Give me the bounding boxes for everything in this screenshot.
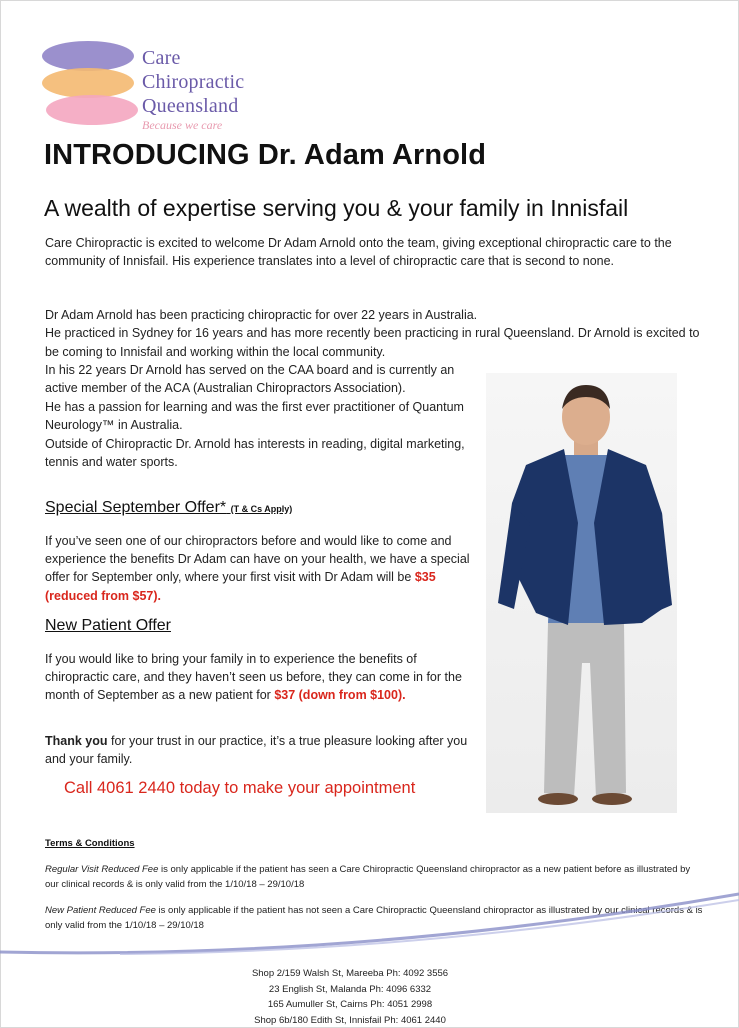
thanks-text: for your trust in our practice, it’s a true pleasure looking after you and your family. [45, 734, 468, 767]
logo-line-care: Care [142, 47, 181, 69]
logo-ellipses-icon [42, 38, 142, 138]
page-title: INTRODUCING Dr. Adam Arnold [44, 139, 487, 171]
bio-line-3: In his 22 years Dr Arnold has served on the CAA board and is currently an active member of the ACA (Australian Chiropractors Association). [45, 363, 455, 396]
thanks-bold: Thank you [45, 734, 108, 748]
new-patient-heading: New Patient Offer [45, 617, 171, 634]
special-offer-heading [45, 499, 292, 517]
new-patient-body [45, 650, 475, 705]
footer-addresses [200, 966, 500, 1028]
bio-block-wide [45, 306, 705, 361]
special-offer-title: Special September Offer* [45, 499, 227, 516]
call-to-action: Call 4061 2440 today to make your appointment [64, 779, 416, 797]
footer-address-cairns: 165 Aumuller St, Cairns Ph: 4051 2998 [267, 999, 433, 1010]
new-patient-price: $37 (down from $100). [274, 688, 406, 703]
footer-address-malanda: 23 English St, Malanda Ph: 4096 6332 [268, 983, 432, 995]
page-subtitle: A wealth of expertise serving you & your family in Innisfail [44, 195, 629, 221]
bio-line-4: He has a passion for learning and was the first ever practitioner of Quantum Neurology™ in Australia. [45, 399, 464, 433]
special-offer-body [45, 532, 475, 605]
footer-swoosh-icon [0, 890, 739, 970]
terms-new-patient-label: New Patient Reduced Fee [45, 905, 156, 916]
footer-address-mareeba: Shop 2/159 Walsh St, Mareeba Ph: 4092 3556 [251, 968, 449, 979]
logo-line-queensland: Queensland [142, 95, 239, 117]
bio-line-5: Outside of Chiropractic Dr. Arnold has interests in reading, digital marketing, tennis and water sports. [45, 436, 465, 470]
thanks-paragraph [45, 732, 475, 768]
new-patient-text: If you would like to bring your family in to experience the benefits of chiropractic care, and they haven’t seen us before, they can come in for the month of September as a new patient for [45, 652, 462, 703]
footer-address-innisfail: Shop 6b/180 Edith St, Innisfail Ph: 4061 2440 [254, 1014, 446, 1026]
logo [42, 38, 262, 138]
logo-tagline: Because we care [142, 118, 223, 132]
bio-line-1: Dr Adam Arnold has been practicing chiropractic for over 22 years in Australia. [45, 308, 478, 322]
doctor-photo [486, 373, 677, 813]
special-offer-text: If you’ve seen one of our chiropractors before and would like to come and experience the benefits Dr Adam can have on your health, we have a special offer for September only, where your first visit with Dr Adam will be [45, 534, 470, 585]
terms-heading: Terms & Conditions [45, 838, 135, 849]
logo-line-chiropractic: Chiropractic [142, 71, 245, 93]
terms-new-patient-text: is only applicable if the patient has not seen a Care Chiropractic Queensland chiropractor as illustrated by our clinical records & is only valid from the 1/10/18 – 29/10/18 [45, 905, 703, 931]
doctor-figure-icon [486, 373, 677, 813]
intro-paragraph: Care Chiropractic is excited to welcome Dr Adam Arnold onto the team, giving exceptional chiropractic care to the community of Innisfail. His experience translates into a level of chiropractic care that is second to none. [45, 236, 672, 269]
terms-regular-visit [45, 862, 705, 892]
bio-line-2: He practiced in Sydney for 16 years and has more recently been practicing in rural Queensland. Dr Arnold is excited to be coming to Innisfail and working within the local community. [45, 326, 700, 359]
tcs-note: (T & Cs Apply) [230, 504, 293, 514]
logo-text [142, 46, 244, 132]
bio-block-narrow [45, 361, 485, 471]
terms-regular-visit-label: Regular Visit Reduced Fee [45, 864, 159, 875]
terms-regular-visit-text: is only applicable if the patient has seen a Care Chiropractic Queensland chiropractor as a new patient before as illustrated by our clinical records & is only valid from the 1/10/18 – 29/10/18 [45, 864, 691, 890]
special-offer-price: $35 (reduced from $57). [45, 570, 436, 603]
